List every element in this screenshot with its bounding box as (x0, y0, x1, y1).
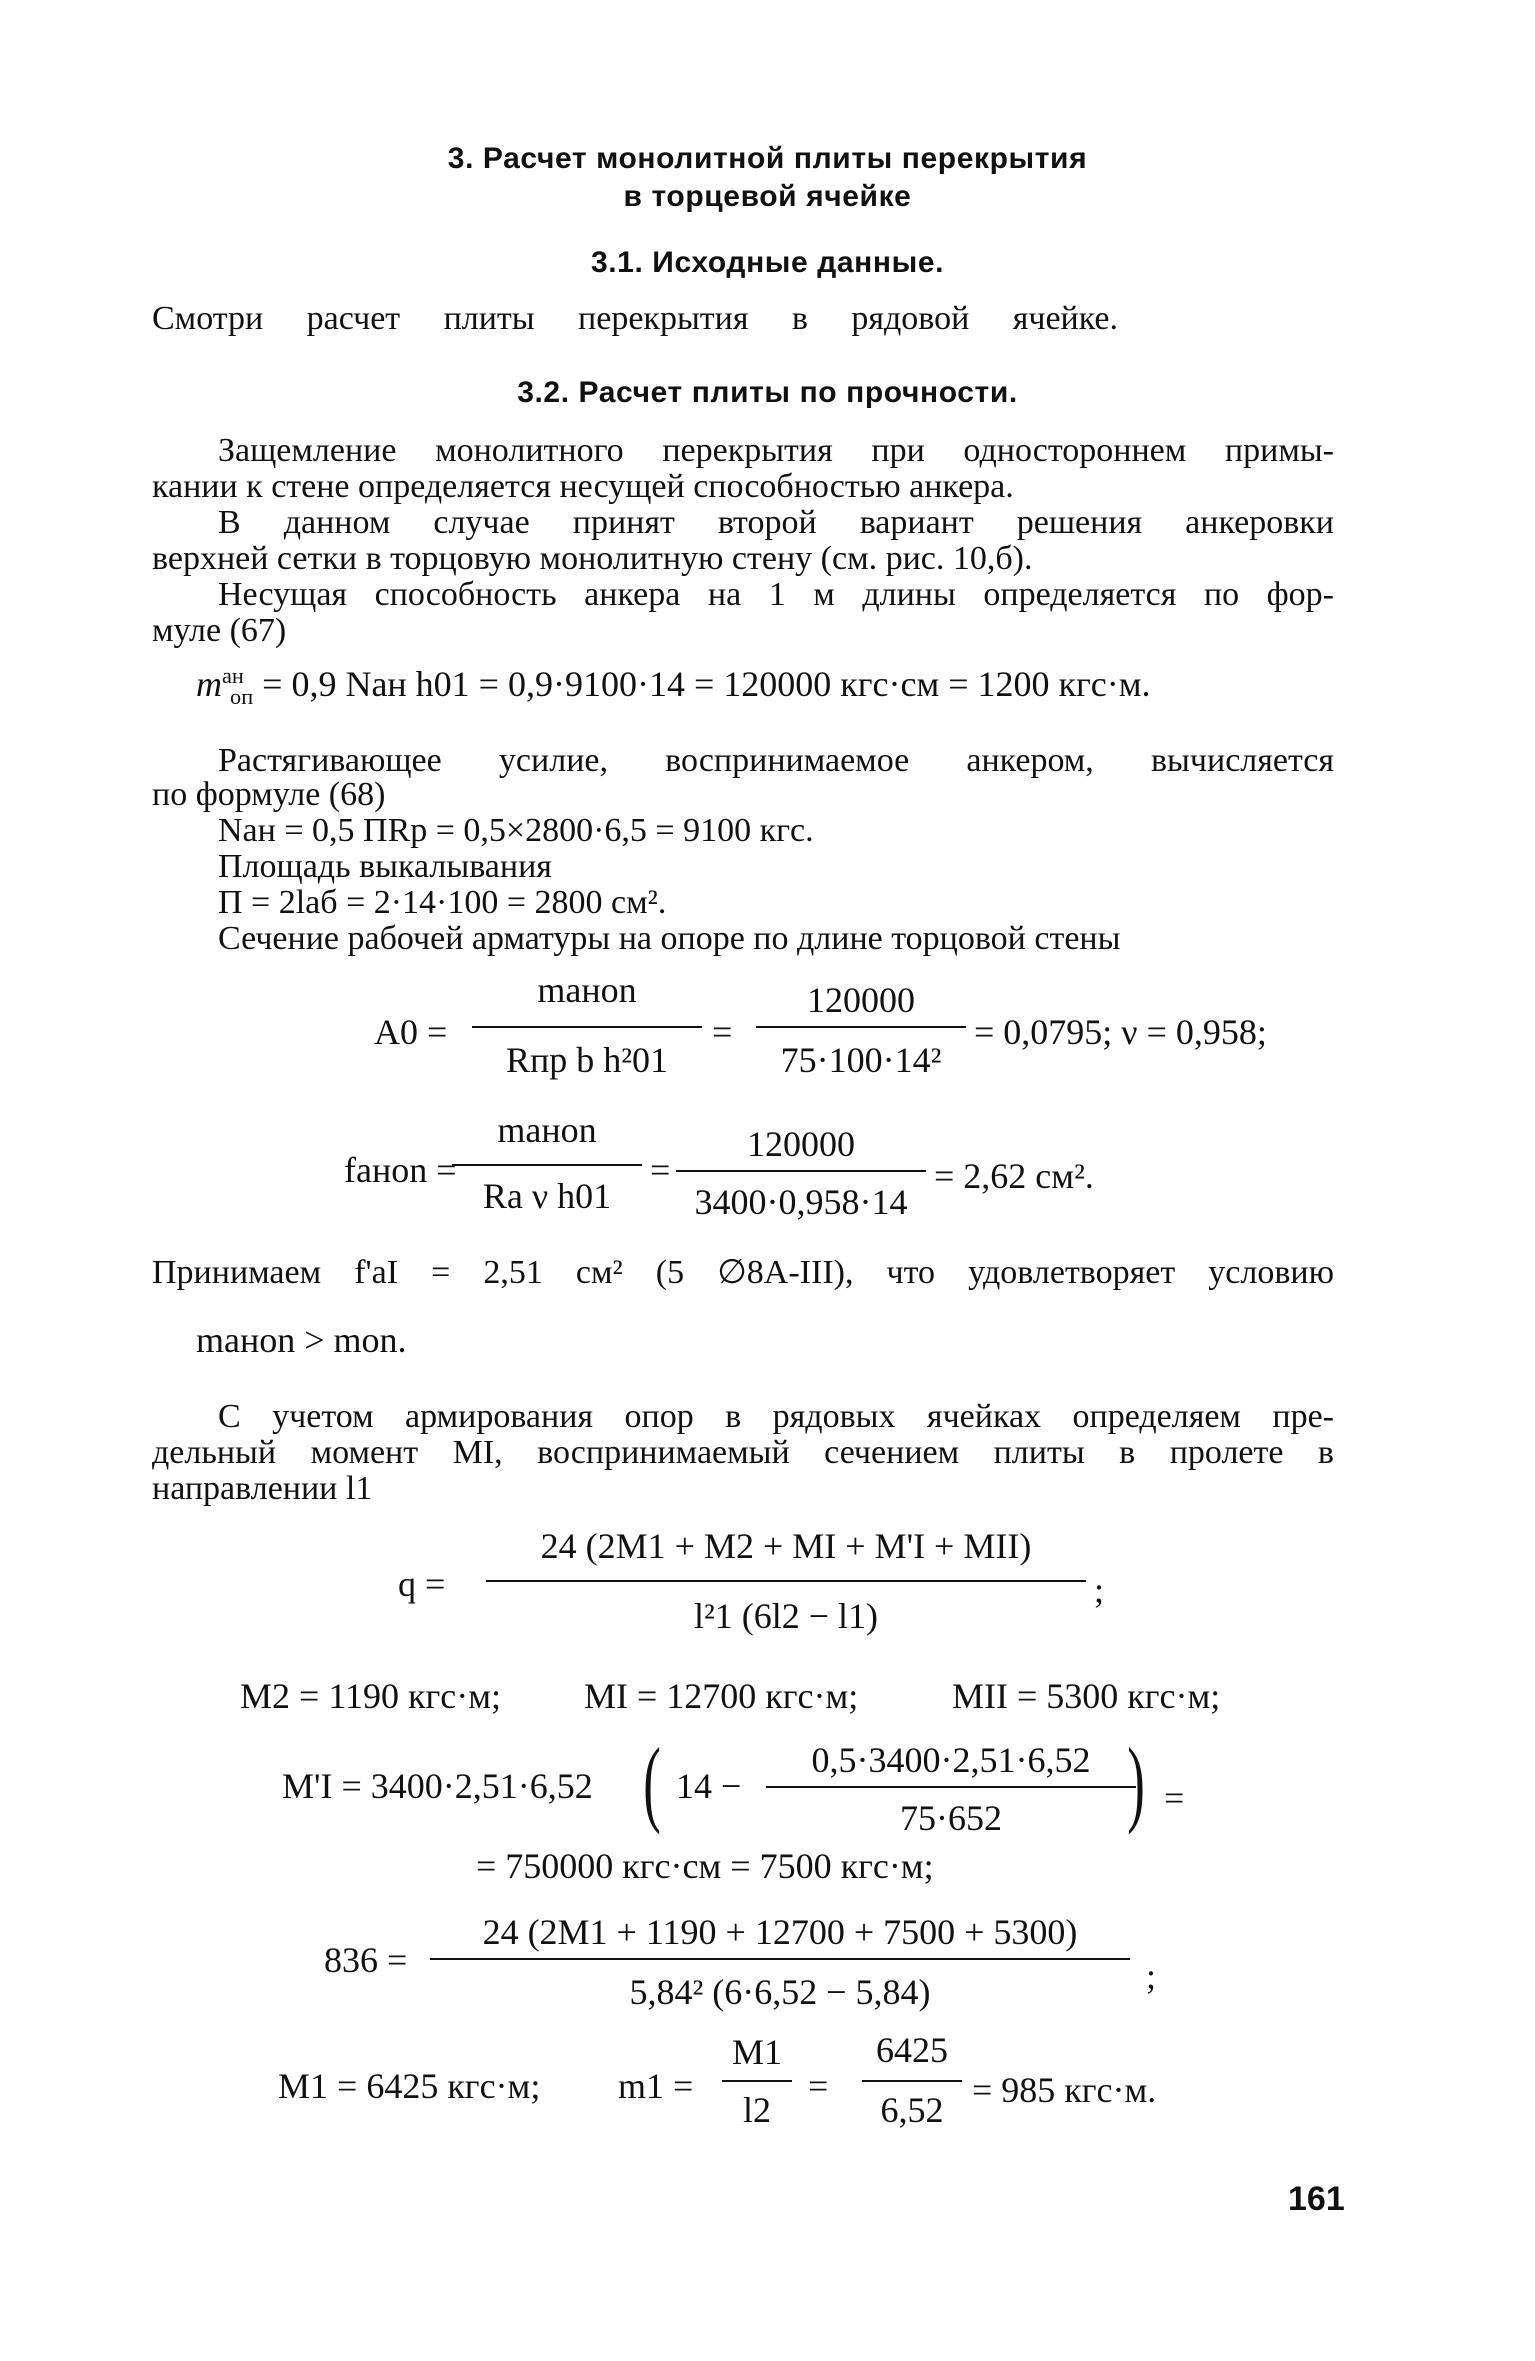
eq836-semicolon: ; (1146, 1956, 1157, 1996)
fraction-bar (452, 1164, 642, 1166)
fon-fraction-1 (452, 1110, 642, 1230)
final-result: = 985 кгс·м. (972, 2070, 1157, 2110)
fraction-bar (472, 1026, 702, 1028)
fon-fraction-2-numerator: 120000 (747, 1124, 855, 1164)
a0-fraction-2-denominator: 75·100·14² (780, 1040, 942, 1080)
a0-fraction-2-numerator: 120000 (807, 980, 915, 1020)
q-lhs: q = (398, 1564, 446, 1604)
fraction-bar (430, 1958, 1130, 1960)
equals-sign: = (650, 1150, 671, 1190)
fon-fraction-2-denominator: 3400·0,958·14 (694, 1182, 908, 1222)
mi-prime-result: = 750000 кгс·см = 7500 кгс·м; (476, 1846, 934, 1886)
final-lhs: m1 = (618, 2066, 694, 2106)
final-fraction-1 (722, 2032, 792, 2142)
a0-fraction-1-numerator: mанon (537, 970, 637, 1010)
fraction-bar (722, 2080, 792, 2082)
q-fraction-numerator: 24 (2M1 + M2 + MI + M'I + MII) (540, 1526, 1032, 1566)
para3-line2: муле (67) (152, 612, 287, 649)
final-m1: M1 = 6425 кгс·м; (278, 2066, 541, 2106)
condition: mанon > mon. (196, 1320, 407, 1360)
mi-prime-numerator: 0,5·3400·2,51·6,52 (811, 1740, 1091, 1780)
mi-prime-fraction (766, 1740, 1136, 1850)
para2-line1: В данном случае принят второй вариант решения анкеровки (218, 504, 1334, 541)
see-line: Смотри расчет плиты перекрытия в рядовой ячейке. (152, 300, 1118, 337)
fon-result: = 2,62 см². (934, 1156, 1094, 1196)
page-number: 161 (1288, 2180, 1345, 2218)
equals-sign: = (1164, 1778, 1185, 1818)
final-fraction-1-denominator: l2 (742, 2090, 771, 2130)
eq836-denominator: 5,84² (6·6,52 − 5,84) (629, 1972, 931, 2012)
a0-lhs: A0 = (374, 1012, 448, 1052)
mi-prime-inner: 14 − (676, 1766, 742, 1806)
a0-fraction-1 (472, 970, 702, 1100)
q-semicolon: ; (1094, 1570, 1105, 1610)
section-3-1-heading: 3.1. Исходные данные. (590, 246, 945, 279)
para5-line2: дельный момент MI, воспринимаемый сечением плиты в пролете в (152, 1434, 1334, 1471)
a0-fraction-1-denominator: Rпр b h²01 (505, 1040, 669, 1080)
equals-sign: = (712, 1012, 733, 1052)
section-3-2-heading: 3.2. Расчет плиты по прочности. (517, 376, 1018, 409)
section-label: Сечение рабочей арматуры на опоре по длине торцовой стены (218, 920, 1121, 957)
a0-result: = 0,0795; ν = 0,958; (974, 1012, 1267, 1052)
title-line-2: в торцевой ячейке (623, 180, 912, 213)
equation-anchor-moment: $m^{ан}_{оп} = 0,9$ Nан h01 = 0,9·9100·14 = 120000 кгс·см = 1200 кгс·м. (196, 663, 1151, 710)
m2-value: M2 = 1190 кгс·м; (240, 1676, 501, 1716)
mi-prime-lhs: M'I = 3400·2,51·6,52 (282, 1766, 593, 1806)
right-paren: ) (1127, 1728, 1145, 1835)
para5-line3: направлении l1 (152, 1470, 373, 1507)
mi-value: MI = 12700 кгс·м; (584, 1676, 859, 1716)
para2-line2: верхней сетки в торцовую монолитную стену (см. рис. 10,б). (152, 540, 1033, 577)
fraction-bar (486, 1580, 1086, 1582)
para1-line1: Защемление монолитного перекрытия при одностороннем примы- (218, 432, 1334, 469)
final-fraction-2 (862, 2030, 962, 2140)
fraction-bar (862, 2080, 962, 2082)
para4-line2: по формуле (68) (152, 776, 386, 813)
eq836-lhs: 836 = (324, 1940, 408, 1980)
final-fraction-2-numerator: 6425 (876, 2030, 948, 2070)
equals-sign: = (808, 2066, 829, 2106)
mii-value: MII = 5300 кгс·м; (952, 1676, 1221, 1716)
area-label: Площадь выкалывания (218, 848, 552, 885)
equation-n-anchor: Nан = 0,5 ПRр = 0,5×2800·6,5 = 9100 кгс. (218, 812, 814, 849)
mi-prime-denominator: 75·652 (900, 1798, 1002, 1838)
fraction-bar (676, 1170, 926, 1172)
fraction-bar (766, 1786, 1136, 1788)
para4-line1: Растягивающее усилие, воспринимаемое анкером, вычисляется (218, 742, 1334, 779)
fraction-bar (756, 1026, 966, 1028)
para3-line1: Несущая способность анкера на 1 м длины определяется по фор- (218, 576, 1334, 613)
para5-line1: С учетом армирования опор в рядовых ячейках определяем пре- (218, 1398, 1334, 1435)
left-paren: ( (643, 1728, 661, 1835)
title-line-1: 3. Расчет монолитной плиты перекрытия (447, 142, 1088, 175)
accept-line: Принимаем f'aI = 2,51 см² (5 ∅8A-III), что удовлетворяет условию (152, 1254, 1334, 1291)
q-fraction (486, 1526, 1086, 1646)
equation-area: П = 2laб = 2·14·100 = 2800 см². (218, 884, 667, 921)
final-fraction-2-denominator: 6,52 (880, 2090, 944, 2130)
final-fraction-1-numerator: M1 (731, 2032, 782, 2072)
fon-fraction-1-denominator: Ra ν h01 (482, 1176, 612, 1216)
eq836-fraction (430, 1912, 1130, 2022)
fon-fraction-2 (676, 1124, 926, 1234)
para1-line2: кании к стене определяется несущей способностью анкера. (152, 468, 1014, 505)
q-fraction-denominator: l²1 (6l2 − l1) (693, 1596, 879, 1636)
eq836-numerator: 24 (2M1 + 1190 + 12700 + 7500 + 5300) (482, 1912, 1078, 1952)
a0-fraction-2 (756, 980, 966, 1100)
fon-lhs: fанon = (344, 1150, 457, 1190)
equation-anchor-moment-rhs: = 0,9 Nан h01 = 0,9·9100·14 = 120000 кгс·см = 1200 кгс·м. (262, 664, 1151, 704)
fon-fraction-1-numerator: mанon (497, 1110, 597, 1150)
